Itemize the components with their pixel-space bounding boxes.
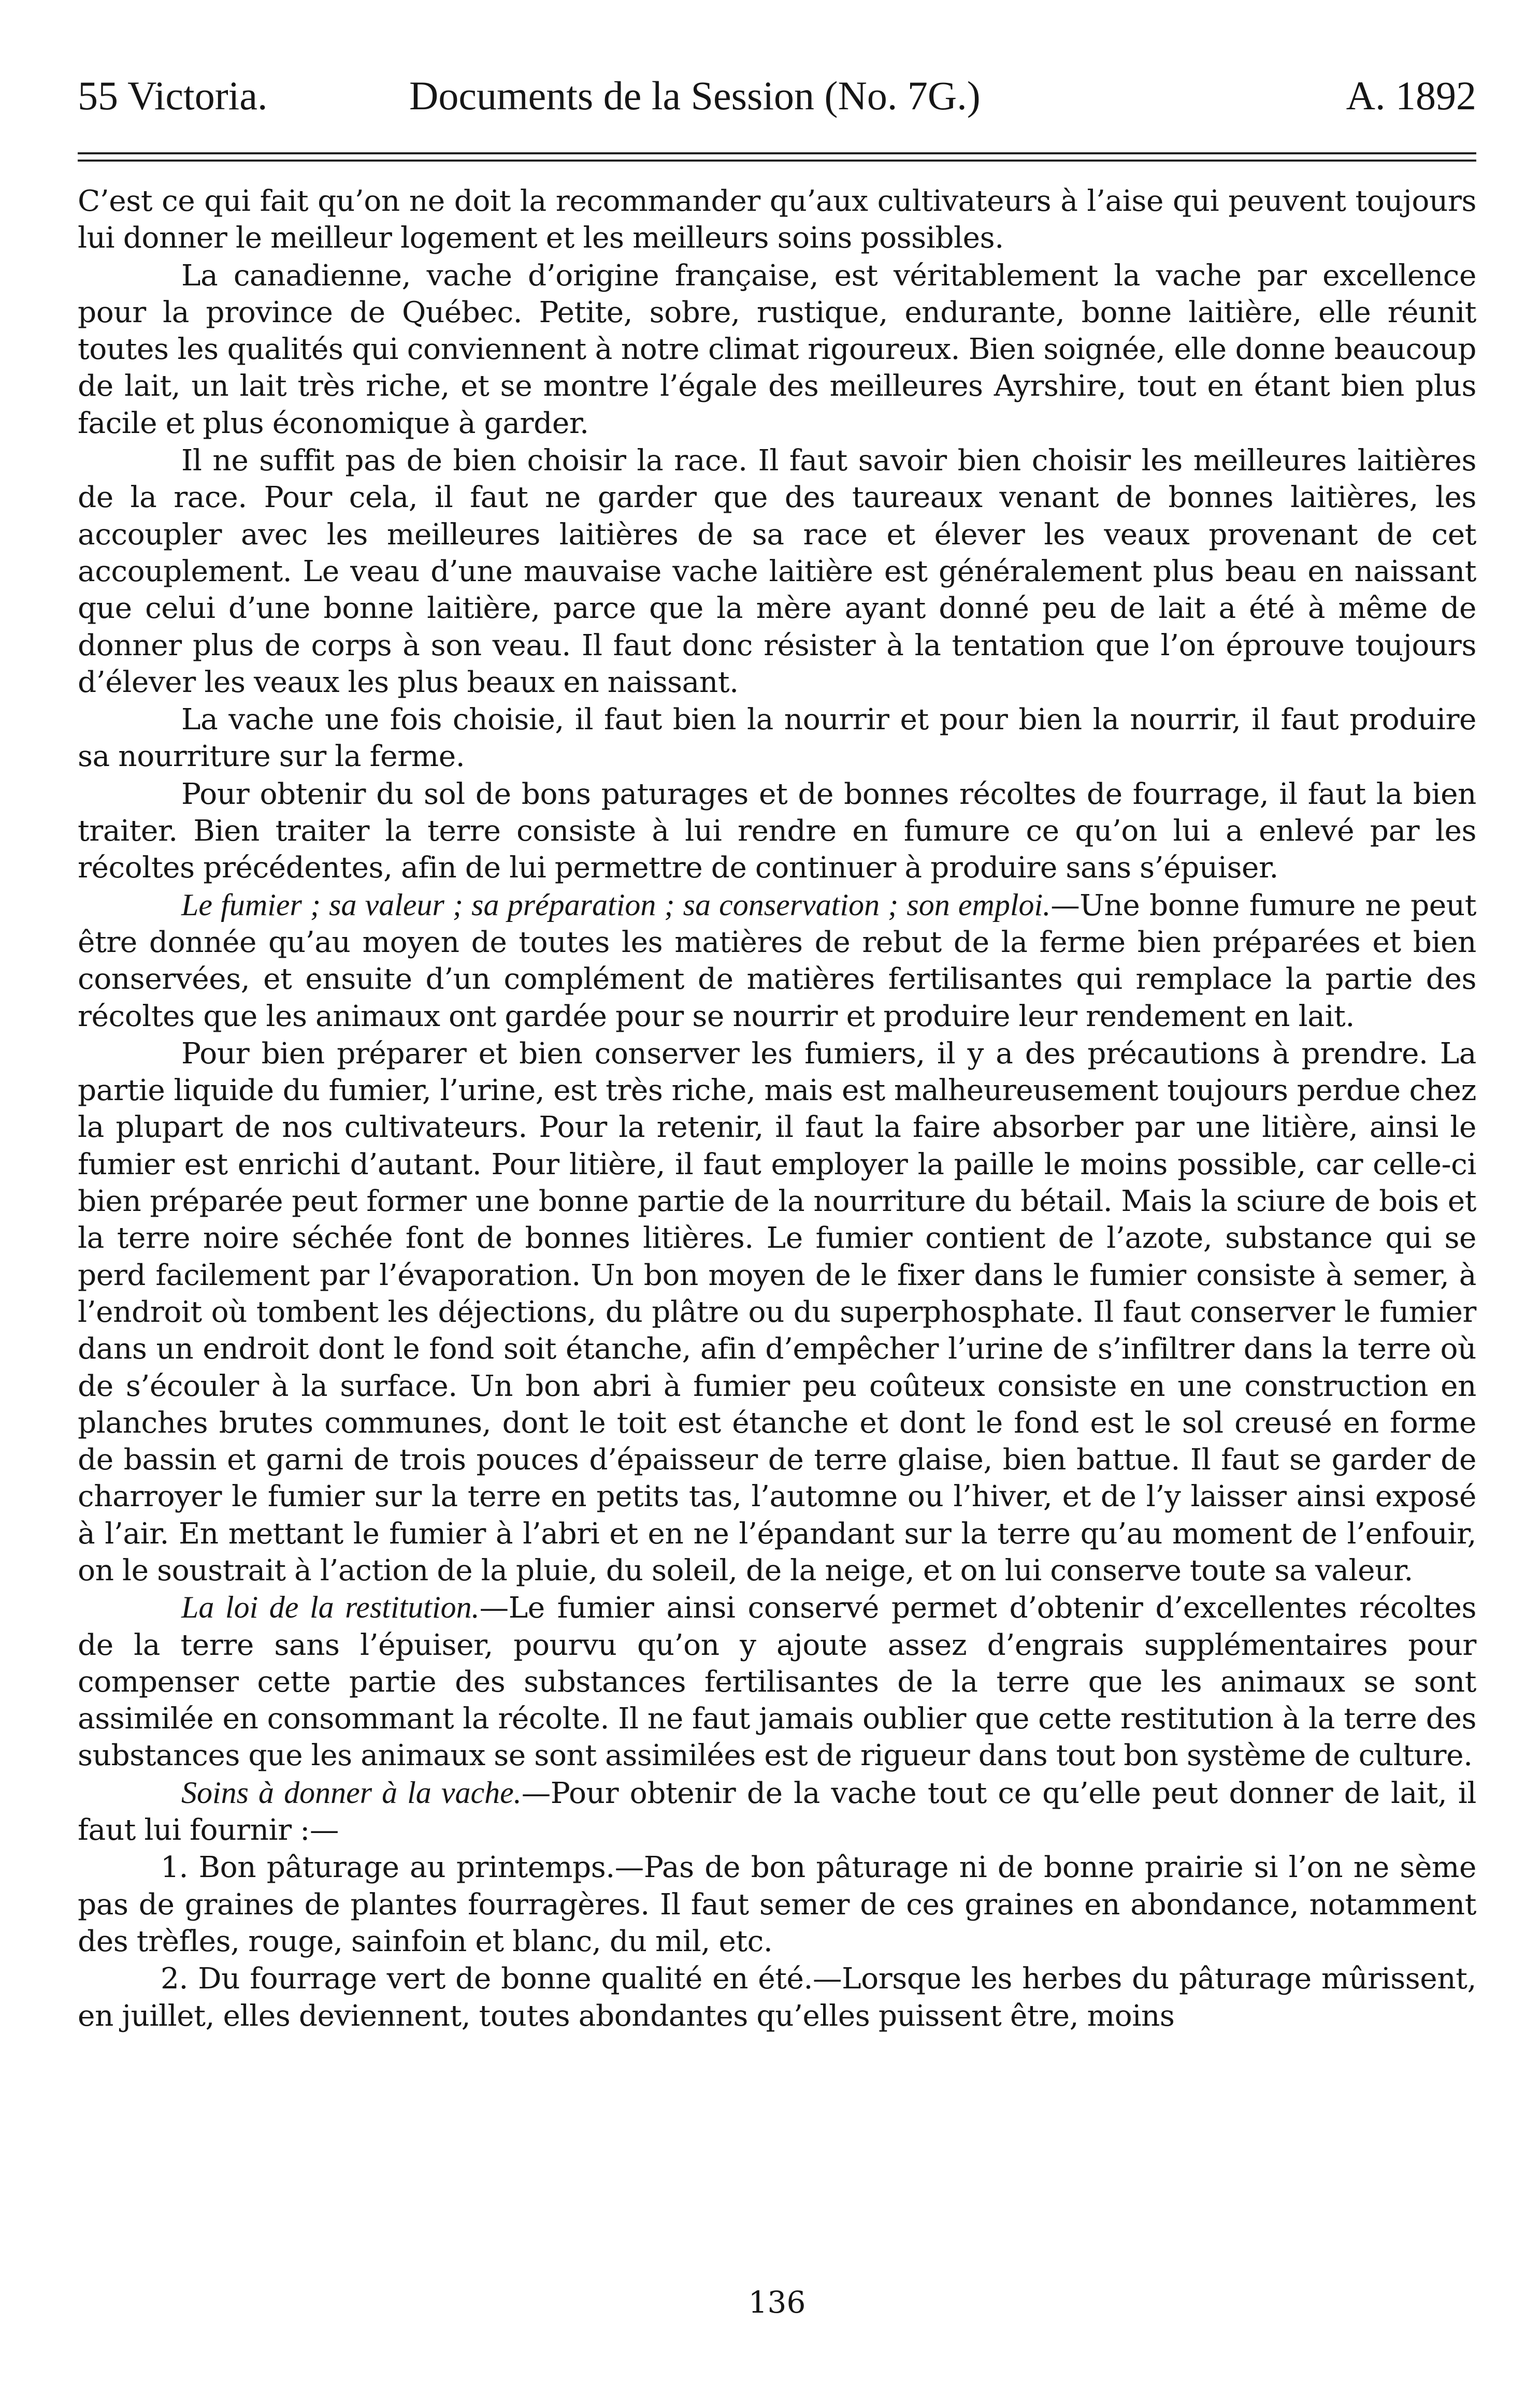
paragraph bbox=[78, 257, 1476, 442]
paragraph-lead: Le fumier ; sa valeur ; sa préparation ; sa conservation ; son emploi. bbox=[181, 887, 1051, 922]
running-head-center: Documents de la Session (No. 7G.) bbox=[409, 73, 981, 118]
page bbox=[78, 67, 1477, 2320]
paragraph bbox=[78, 182, 1476, 257]
paragraph-text: —Une bonne fumure ne peut être donnée qu’au moyen de toutes les matières de rebut de la ferme bien préparées et bien conservées, et ensuite d’un complément de matières fertilisantes qui remplace la partie des récoltes que les animaux ont gardée pour se nourrir et produire leur rendement en lait. bbox=[78, 888, 1476, 1033]
paragraph-text: 1. Bon pâturage au printemps.—Pas de bon pâturage ni de bonne prairie si l’on ne sème pas de graines de plantes fourragères. Il faut semer de ces graines en abondance, notamment des trèfles, rouge, sainfoin et blanc, du mil, etc. bbox=[78, 1851, 1476, 1958]
header-double-rule bbox=[78, 152, 1476, 162]
paragraph bbox=[78, 1589, 1476, 1774]
body-text bbox=[78, 182, 1476, 2035]
paragraph-lead: La loi de la restitution. bbox=[181, 1590, 480, 1625]
paragraph-text: —Pour obtenir de la vache tout ce qu’elle peut donner de lait, il faut lui fournir :— bbox=[78, 1776, 1477, 1848]
paragraph-text: Pour obtenir du sol de bons paturages et de bonnes récoltes de fourrage, il faut la bien traiter. Bien traiter la terre consiste à lui rendre en fumure ce qu’on lui a enlevé par les récoltes précédentes, afin de lui permettre de continuer à produire sans s’épuiser. bbox=[78, 777, 1476, 885]
list-item bbox=[78, 1960, 1476, 2035]
paragraph bbox=[78, 1774, 1476, 1849]
list-item bbox=[78, 1849, 1476, 1960]
paragraph-text: C’est ce qui fait qu’on ne doit la recommander qu’aux cultivateurs à l’aise qui peuvent toujours lui donner le meilleur logement et les meilleurs soins possibles. bbox=[78, 184, 1476, 255]
page-number: 136 bbox=[748, 2285, 806, 2320]
running-head-right: A. 1892 bbox=[1346, 73, 1476, 118]
paragraph-text: 2. Du fourrage vert de bonne qualité en été.—Lorsque les herbes du pâturage mûrissent, en juillet, elles deviennent, toutes abondantes qu’elles puissent être, moins bbox=[78, 1962, 1476, 2033]
paragraph-text: La vache une fois choisie, il faut bien la nourrir et pour bien la nourrir, il faut produire sa nourriture sur la ferme. bbox=[78, 703, 1476, 774]
paragraph-text: Il ne suffit pas de bien choisir la race. Il faut savoir bien choisir les meilleures laitières de la race. Pour cela, il faut ne garder que des taureaux venant de bonnes laitières, les accoupler avec les meilleures laitières de sa race et élever les veaux provenant de cet accouplement. Le veau d’une mauvaise vache laitière est généralement plus beau en naissant que celui d’une bonne laitière, parce que la mère ayant donné peu de lait a été à même de donner plus de corps à son veau. Il faut donc résister à la tentation que l’on éprouve toujours d’élever les veaux les plus beaux en naissant. bbox=[78, 444, 1476, 699]
paragraph bbox=[78, 775, 1476, 887]
paragraph bbox=[78, 442, 1476, 701]
running-head-left: 55 Victoria. bbox=[78, 73, 268, 118]
paragraph bbox=[78, 887, 1476, 1035]
paragraph-text: —Le fumier ainsi conservé permet d’obtenir d’excellentes récoltes de la terre sans l’épuiser, pourvu qu’on y ajoute assez d’engrais supplémentaires pour compenser cette partie des substances fertilisantes de la terre que les animaux se sont assimilée en consommant la récolte. Il ne faut jamais oublier que cette restitution à la terre des substances que les animaux se sont assimilées est de rigueur dans tout bon système de culture. bbox=[78, 1591, 1476, 1773]
paragraph-text: La canadienne, vache d’origine française, est véritablement la vache par excellence pour la province de Québec. Petite, sobre, rustique, endurante, bonne laitière, elle réunit toutes les qualités qui conviennent à notre climat rigoureux. Bien soignée, elle donne beaucoup de lait, un lait très riche, et se montre l’égale des meilleures Ayrshire, tout en étant bien plus facile et plus économique à garder. bbox=[78, 258, 1476, 440]
running-head bbox=[78, 67, 1476, 124]
paragraph bbox=[78, 701, 1476, 775]
paragraph-text: Pour bien préparer et bien conserver les fumiers, il y a des précautions à prendre. La partie liquide du fumier, l’urine, est très riche, mais est malheureusement toujours perdue chez la plupart de nos cultivateurs. Pour la retenir, il faut la faire absorber par une litière, ainsi le fumier est enrichi d’autant. Pour litière, il faut employer la paille le moins possible, car celle-ci bien préparée peut former une bonne partie de la nourriture du bétail. Mais la sciure de bois et la terre noire séchée font de bonnes litières. Le fumier contient de l’azote, substance qui se perd facilement par l’évaporation. Un bon moyen de le fixer dans le fumier consiste à semer, à l’endroit où tombent les déjections, du plâtre ou du superphosphate. Il faut conserver le fumier dans un endroit dont le fond soit étanche, afin d’empêcher l’urine de s’infiltrer dans la terre où de s’écouler à la surface. Un bon abri à fumier peu coûteux consiste en une construction en planches brutes communes, dont le toit est étanche et dont le fond est le sol creusé en forme de bassin et garni de trois pouces d’épaisseur de terre glaise, bien battue. Il faut se garder de charroyer le fumier sur la terre en petits tas, l’automne ou l’hiver, et de l’y laisser ainsi exposé à l’air. En mettant le fumier à l’abri et en ne l’épandant sur la terre qu’au moment de l’enfouir, on le soustrait à l’action de la pluie, du soleil, de la neige, et on lui conserve toute sa valeur. bbox=[78, 1036, 1476, 1588]
paragraph-lead: Soins à donner à la vache. bbox=[181, 1775, 522, 1810]
paragraph bbox=[78, 1035, 1476, 1589]
